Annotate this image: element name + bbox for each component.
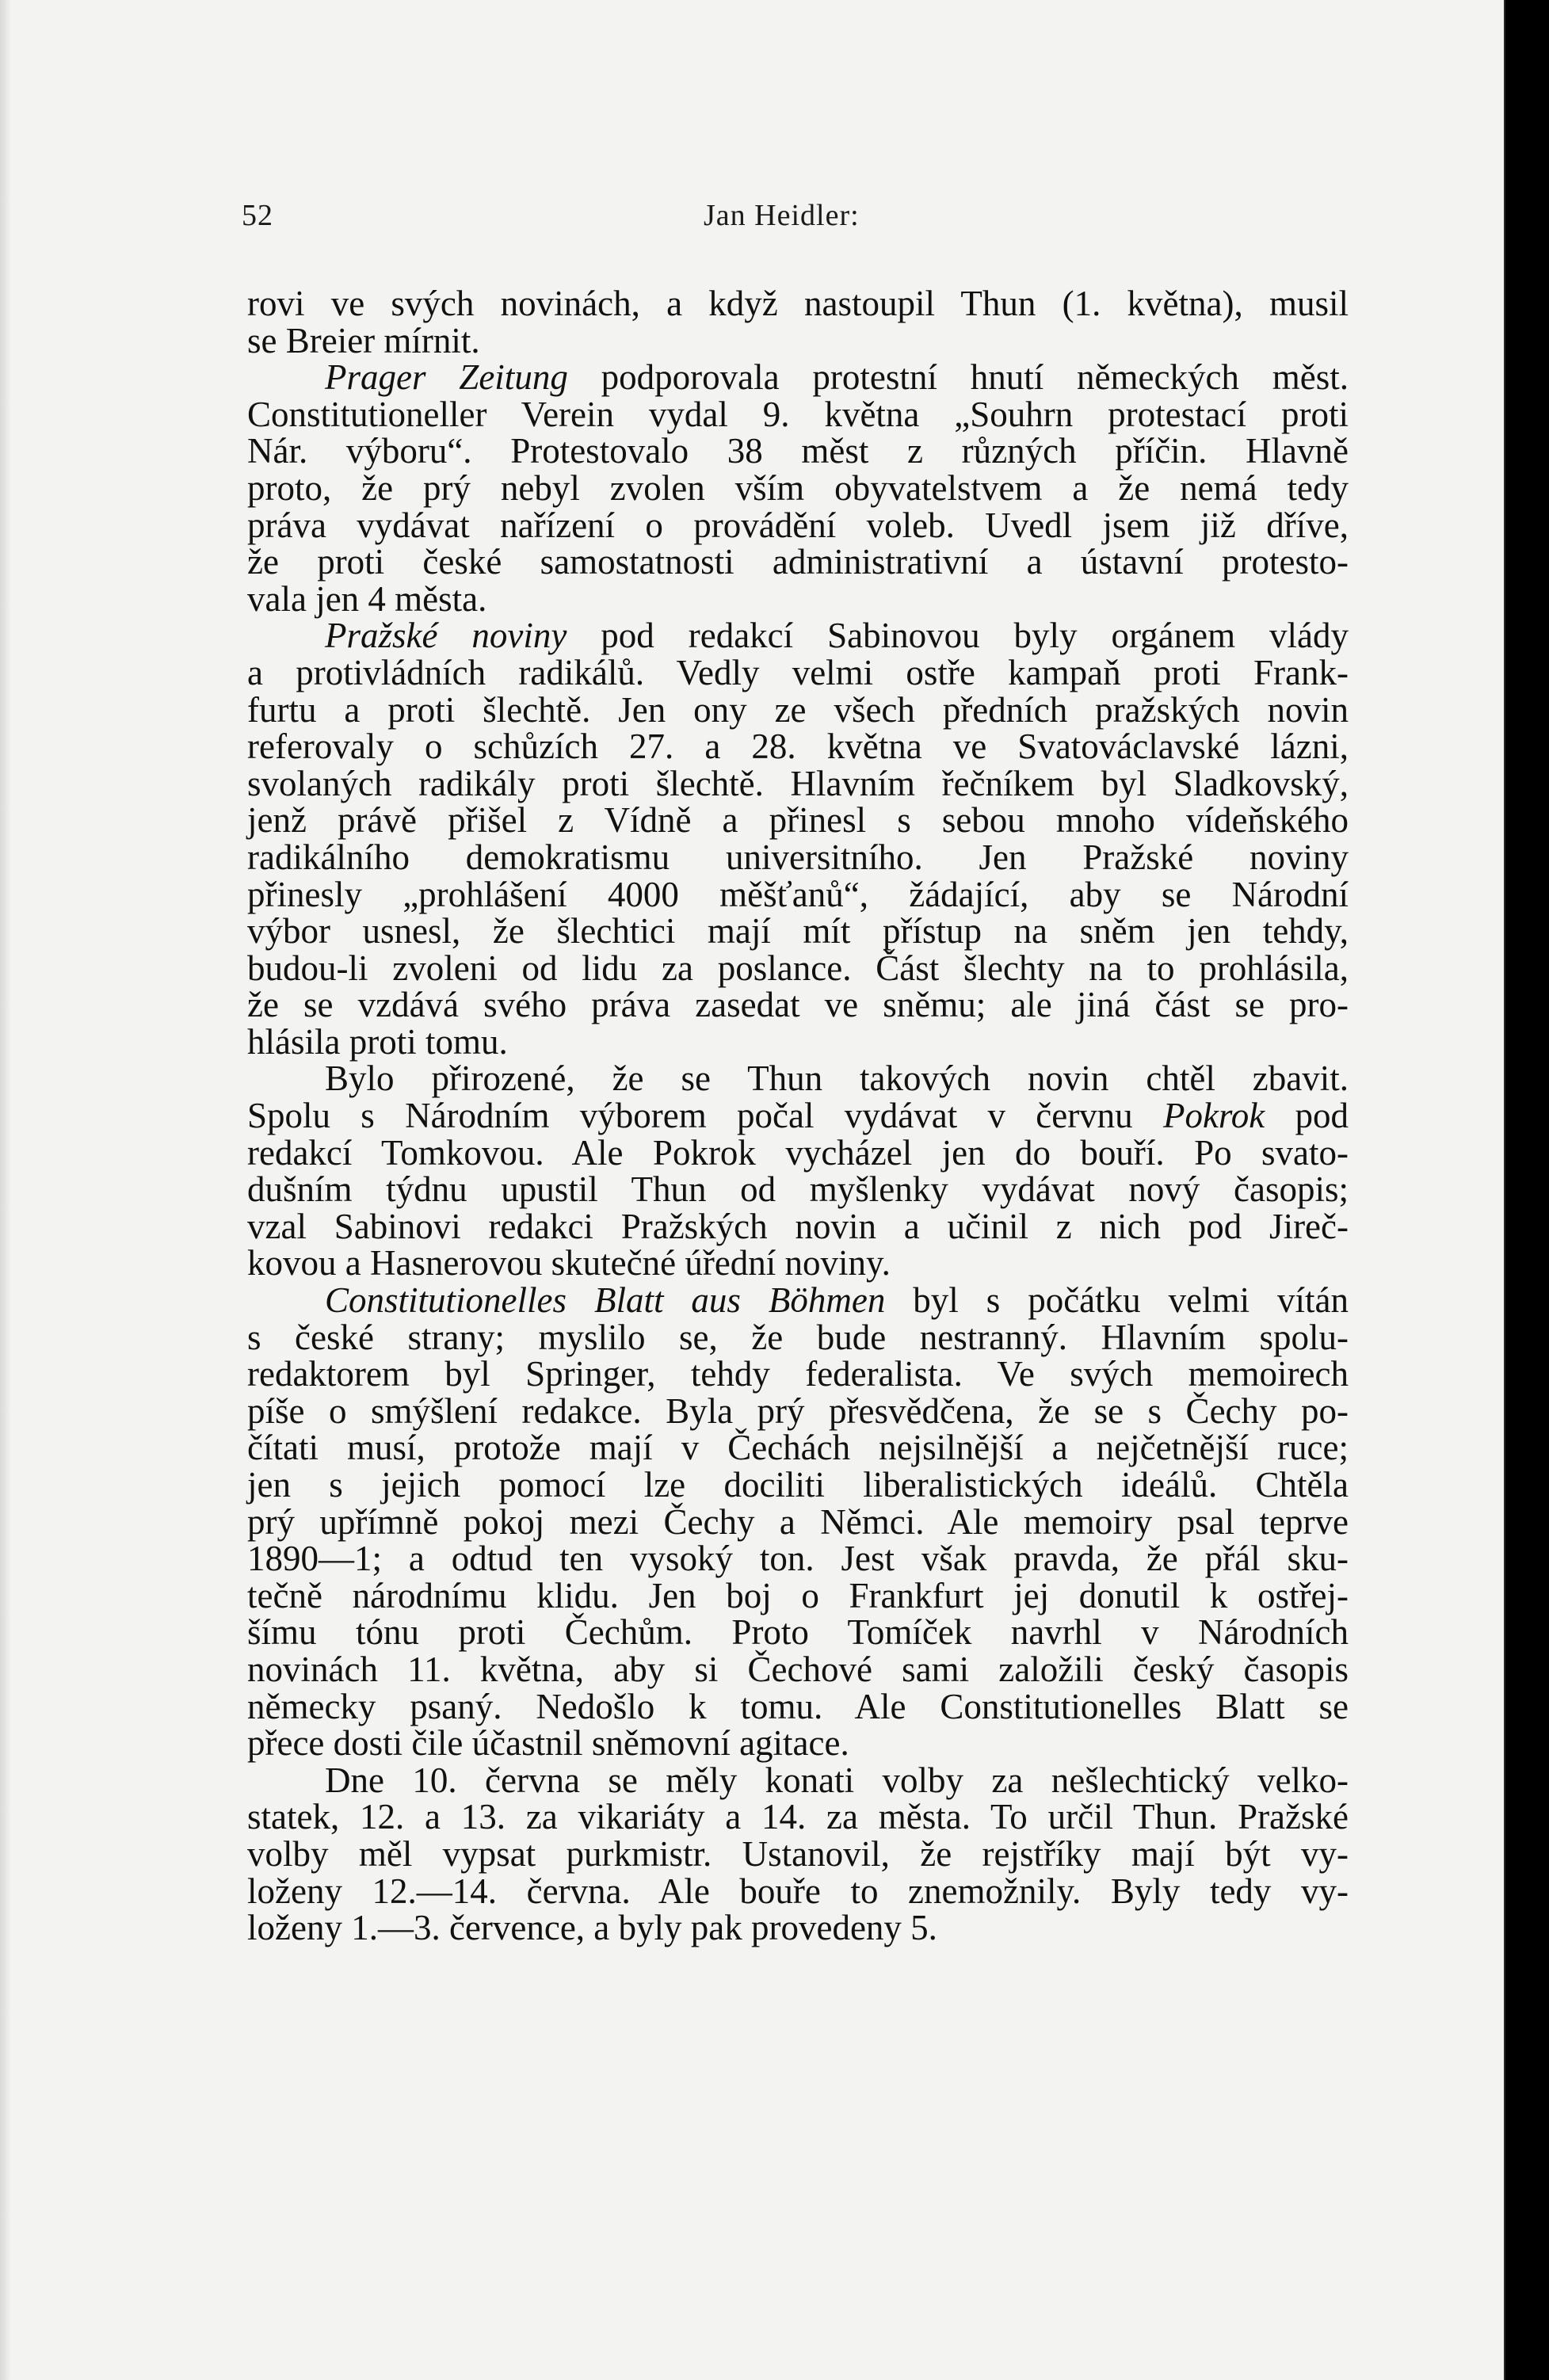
- text-line: proto, že prý nebyl zvolen vším obyvatelstvem a že nemá tedy: [247, 467, 1349, 508]
- text-line: novinách 11. května, aby si Čechové sami založili český časopis: [247, 1649, 1349, 1689]
- text-line: se Breier mírnit.: [247, 320, 480, 360]
- text-line: dušním týdnu upustil Thun od myšlenky vydávat nový časopis;: [247, 1169, 1349, 1210]
- newspaper-title: Pokrok: [1162, 1096, 1265, 1136]
- page-number: 52: [242, 199, 273, 232]
- text-line: [247, 617, 1349, 654]
- text-line: jenž právě přišel z Vídně a přinesl s sebou mnoho vídeňského: [247, 800, 1349, 841]
- text-line: že proti české samostatnosti administrativní a ústavní protesto-: [247, 542, 1349, 582]
- text-line: redakcí Tomkovou. Ale Pokrok vycházel jen do bouří. Po svato-: [247, 1132, 1349, 1173]
- text-line: loženy 1.—3. července, a byly pak provedeny 5.: [247, 1908, 937, 1948]
- text-line: hlásila proti tomu.: [247, 1021, 508, 1062]
- text-line: volby měl vypsat purkmistr. Ustanovil, že rejstříky mají být vy-: [247, 1833, 1349, 1874]
- text-line: svolaných radikály proti šlechtě. Hlavním řečníkem byl Sladkovský,: [247, 763, 1349, 803]
- text-line: a protivládních radikálů. Vedly velmi ostře kampaň proti Frank-: [247, 652, 1349, 692]
- text-line: Constitutioneller Verein vydal 9. května „Souhrn protestací proti: [247, 394, 1349, 434]
- text-line: píše o smýšlení redakce. Byla prý přesvědčena, že se s Čechy po-: [247, 1390, 1349, 1431]
- text-line: 1890—1; a odtud ten vysoký ton. Jest však pravda, že přál sku-: [247, 1539, 1349, 1579]
- text-run: podporovala protestní hnutí německých měst.: [567, 357, 1349, 398]
- paragraph-6: [247, 1762, 1349, 1947]
- text-line: vzal Sabinovi redakci Pražských novin a učinil z nich pod Jireč-: [247, 1206, 1349, 1246]
- newspaper-title: Prager Zeitung: [325, 357, 568, 398]
- text-line: kovou a Hasnerovou skutečné úřední noviny.: [247, 1243, 891, 1283]
- text-line: prý upřímně pokoj mezi Čechy a Němci. Ale memoiry psal teprve: [247, 1501, 1349, 1542]
- text-line: Nár. výboru“. Protestovalo 38 měst z různých příčin. Hlavně: [247, 431, 1349, 471]
- text-line: Bylo přirozené, že se Thun takových novin chtěl zbavit.: [325, 1058, 1349, 1099]
- text-line: že se vzdává svého práva zasedat ve sněmu; ale jiná část se pro-: [247, 985, 1349, 1025]
- text-line: přinesly „prohlášení 4000 měšťanů“, žádající, aby se Národní: [247, 874, 1349, 914]
- text-line: [247, 1282, 1349, 1319]
- paragraph-5: [247, 1282, 1349, 1762]
- text-line: jen s jejich pomocí lze dociliti liberalistických ideálů. Chtěla: [247, 1465, 1349, 1505]
- text-line: Dne 10. června se měly konati volby za nešlechtický velko-: [325, 1760, 1349, 1800]
- newspaper-title: Pražské noviny: [325, 616, 567, 656]
- text-line: tečně národnímu klidu. Jen boj o Frankfurt jej donutil k ostřej-: [247, 1575, 1349, 1615]
- text-line: loženy 12.—14. června. Ale bouře to znemožnily. Byly tedy vy-: [247, 1871, 1349, 1911]
- running-head: [0, 189, 1504, 244]
- text-run: Spolu s Národním výborem počal vydávat v červnu: [247, 1096, 1163, 1136]
- text-run: byl s počátku velmi vítán: [885, 1280, 1349, 1321]
- text-line: [247, 359, 1349, 396]
- text-line: německy psaný. Nedošlo k tomu. Ale Constitutionelles Blatt se: [247, 1686, 1349, 1726]
- paragraph-1: [247, 285, 1349, 359]
- text-line: s české strany; myslilo se, že bude nestranný. Hlavním spolu-: [247, 1317, 1349, 1357]
- text-line: šímu tónu proti Čechům. Proto Tomíček navrhl v Národních: [247, 1612, 1349, 1653]
- text-line: statek, 12. a 13. za vikariáty a 14. za města. To určil Thun. Pražské: [247, 1797, 1349, 1837]
- text-line: čítati musí, protože mají v Čechách nejsilnější a nejčetnější ruce;: [247, 1428, 1349, 1468]
- text-run: pod redakcí Sabinovou byly orgánem vlády: [567, 616, 1349, 656]
- text-line: [247, 1097, 1349, 1135]
- paragraph-3: [247, 617, 1349, 1060]
- text-line: referovaly o schůzích 27. a 28. května ve Svatováclavské lázni,: [247, 727, 1349, 767]
- paragraph-4: [247, 1060, 1349, 1282]
- newspaper-title: Constitutionelles Blatt aus Böhmen: [325, 1280, 886, 1321]
- text-line: rovi ve svých novinách, a když nastoupil Thun (1. května), musil: [247, 284, 1349, 323]
- page-edge: [0, 0, 11, 2380]
- text-line: redaktorem byl Springer, tehdy federalista. Ve svých memoirech: [247, 1354, 1349, 1394]
- text-line: výbor usnesl, že šlechtici mají mít přístup na sněm jen tehdy,: [247, 911, 1349, 952]
- text-line: furtu a proti šlechtě. Jen ony ze všech předních pražských novin: [247, 689, 1349, 730]
- text-run: pod: [1265, 1096, 1349, 1136]
- text-line: radikálního demokratismu universitního. Jen Pražské noviny: [247, 837, 1349, 877]
- text-line: práva vydávat nařízení o provádění voleb. Uvedl jsem již dříve,: [247, 505, 1349, 545]
- paragraph-2: [247, 359, 1349, 617]
- running-title: Jan Heidler:: [704, 199, 860, 232]
- text-line: přece dosti čile účastnil sněmovní agitace.: [247, 1723, 849, 1764]
- text-line: budou-li zvoleni od lidu za poslance. Část šlechty na to prohlásila,: [247, 948, 1349, 988]
- text-line: vala jen 4 města.: [247, 578, 487, 619]
- body-text: [247, 285, 1349, 1947]
